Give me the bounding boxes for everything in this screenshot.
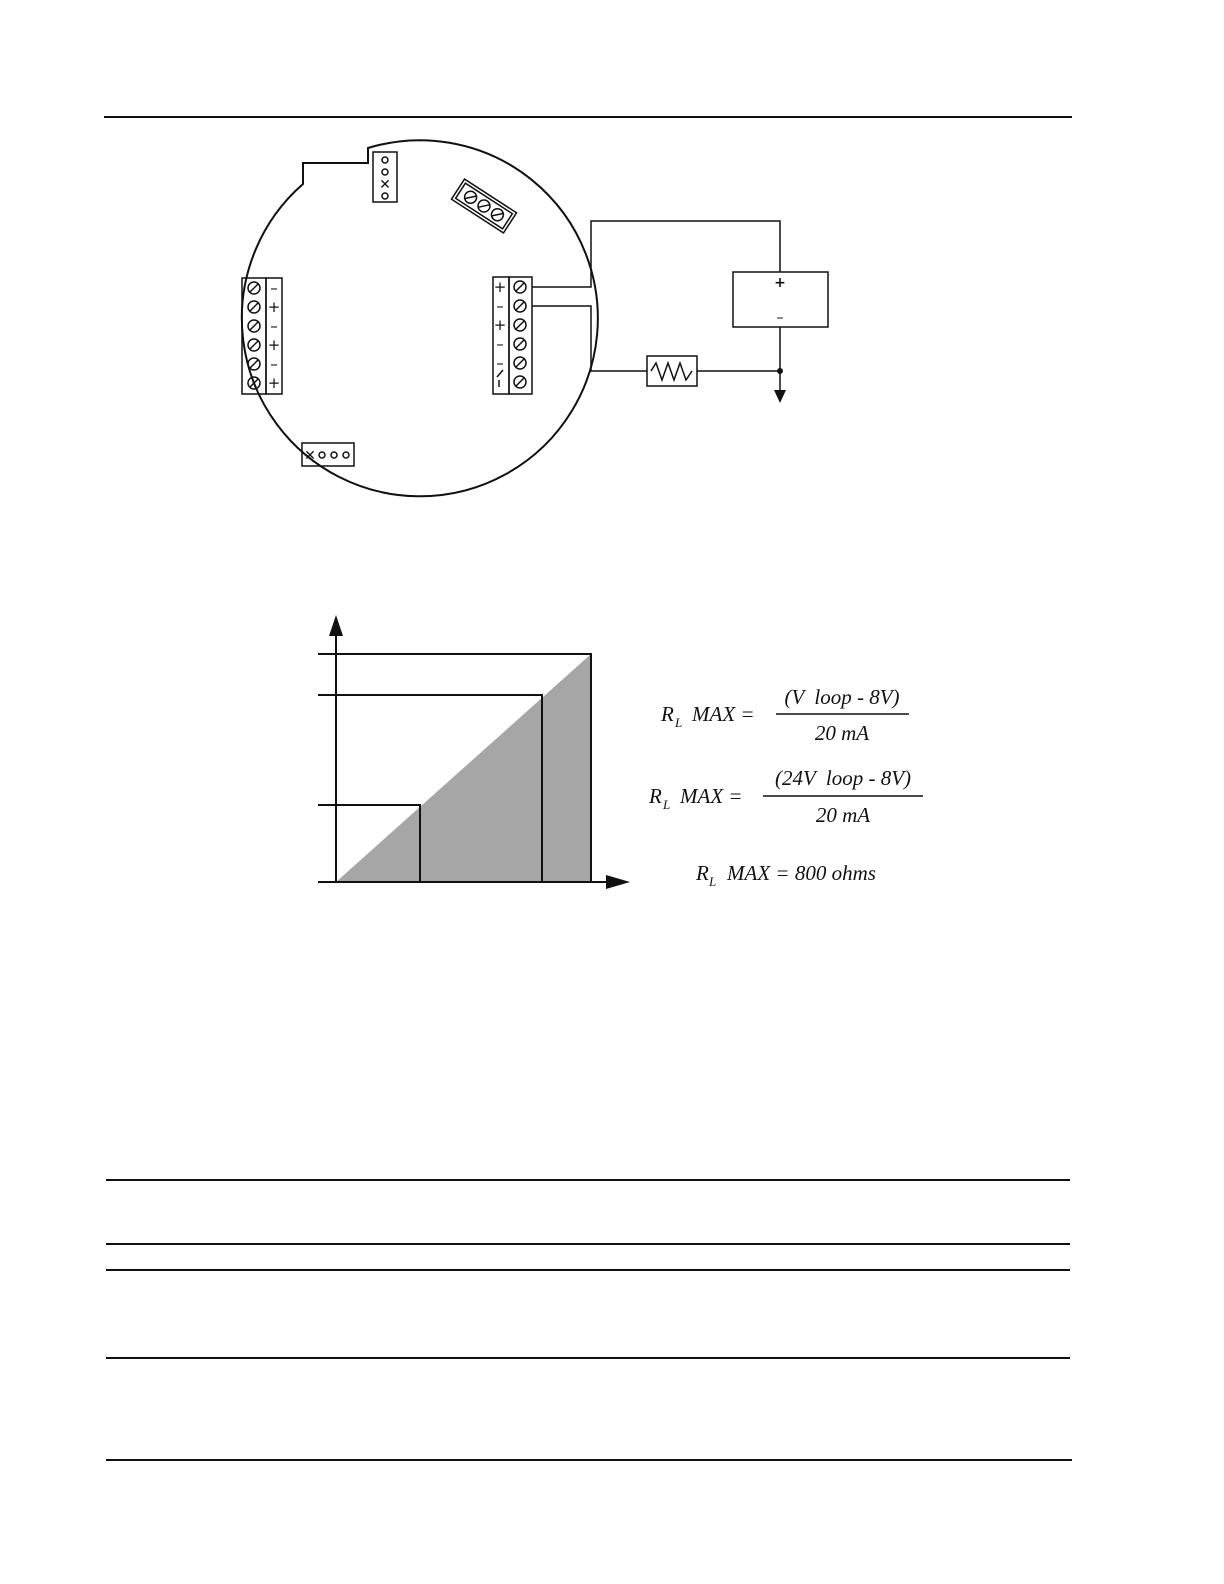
left-sign-3: – <box>270 317 278 335</box>
right-sign-2: – <box>496 297 504 315</box>
right-sign-3: + <box>493 316 507 334</box>
right-sign-4: – <box>496 335 504 353</box>
formula1-denominator: 20 mA <box>814 721 870 745</box>
formula2-denominator: 20 mA <box>815 803 871 827</box>
formula2-lhs: MAX = <box>680 784 743 808</box>
left-sign-4: + <box>267 336 281 354</box>
left-sign-2: + <box>267 298 281 316</box>
formula3-r: R <box>696 861 709 885</box>
formula3-result: MAX = 800 ohms <box>727 861 876 885</box>
formula2-sub: L <box>663 797 671 812</box>
left-sign-5: – <box>270 355 278 373</box>
formula1-sub: L <box>675 715 683 730</box>
formula1-r: R <box>661 702 674 726</box>
supply-minus: – <box>776 310 784 326</box>
left-sign-6: + <box>267 374 281 392</box>
top-jumper-marker: ✕ <box>379 177 391 193</box>
formula2-r: R <box>649 784 662 808</box>
right-sign-1: + <box>493 278 507 296</box>
supply-plus: + <box>774 275 786 291</box>
bottom-jumper-marker: ✕ <box>304 448 316 464</box>
left-sign-1: – <box>270 279 278 297</box>
formula2-numerator: (24V loop - 8V) <box>774 766 912 790</box>
right-sign-5: – <box>496 354 504 372</box>
formula3-sub: L <box>709 874 717 889</box>
formula1-numerator: (V loop - 8V) <box>784 685 900 709</box>
formula1-lhs: MAX = <box>692 702 755 726</box>
